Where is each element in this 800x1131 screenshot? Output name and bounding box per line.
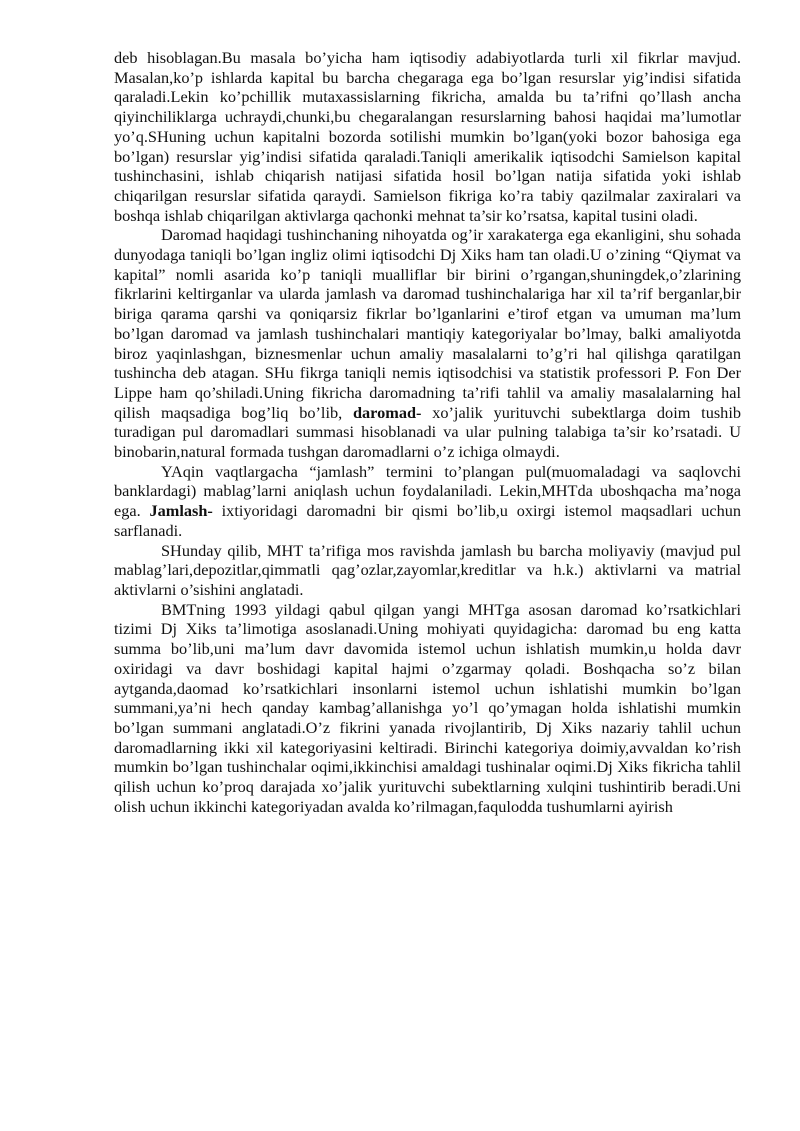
paragraph-5 [114, 600, 741, 817]
term-daromad: daromad- [352, 402, 422, 422]
paragraph-2-text-b: xo’jalik yurituvchi subektlarga doim tushib turadigan pul daromadlari summasi hisoblanadi va ular pulning talabiga ta’sir ko’rsatadi. U binobarin,natural formada tushgan daromadlarni o’z ichiga olmaydi. [114, 402, 741, 462]
paragraph-1-text: deb hisoblagan.Bu masala bo’yicha ham iqtisodiy adabiyotlarda turli xil fikrlar mavjud. Masalan,ko’p ishlarda kapital bu barcha chegaraga ega bo’lgan resurslar yig’indisi sifatida qaraladi.Lekin ko’pchillik mutaxassislarning fikricha, amalda bu ta’rifni qo’llash ancha qiyinchiliklarga uchraydi,chunki,bu chegaralangan resurslarning bahosi haqidai ma’lumotlar yo’q.SHuning uchun kapitalni bozorda sotilishi mumkin bo’lgan(yoki bozor bahosiga ega bo’lgan) resurslar yig’indisi sifatida qaraladi.Taniqli amerikalik iqtisodchi Samielson kapital tushinchasini, ishlab chiqarish natijasi sifatida hosil bo’lgan natija sifatida yoki ishlab chiqarilgan resurslar sifatida qaraydi. Samielson fikriga ko’ra tabiy qazilmalar zaxiralari va boshqa ishlab chiqarilgan aktivlarga qachonki mehnat ta’sir ko’rsatsa, kapital tusini oladi. [114, 48, 741, 225]
paragraph-4 [114, 541, 741, 600]
paragraph-1 [114, 48, 741, 225]
paragraph-2 [114, 225, 741, 461]
paragraph-5-text: BMTning 1993 yildagi qabul qilgan yangi MHTga asosan daromad ko’rsatkichlari tizimi Dj Xiks ta’limotiga asoslanadi.Uning mohiyati quyidagicha: daromad bu eng katta summa bo’lib,uni ma’lum davr davomida istemol uchun ishlatish mumkin,u holda davr oxiridagi va davr boshidagi kapital hajmi o’zgarmay qoladi. Boshqacha so’z bilan aytganda,daomad ko’rsatkichlari insonlarni istemol uchun ishlatishi mumkin bo’lgan summani,ya’ni hech qanday kambag’allanishga yo’l qo’ymagan holda ishlatishi mumkin bo’lgan summani anglatadi.O’z fikrini yanada rivojlantirib, Dj Xiks nazariy tahlil uchun daromadlarning ikki xil kategoriyasini keltiradi. Birinchi kategoriya doimiy,avvaldan ko’rish mumkin bo’lgan tushinchalar oqimi,ikkinchisi amaldagi tushinalar oqimi.Dj Xiks fikricha tahlil qilish uchun ko’proq darajada xo’jalik yurituvchi subektlarning xulqini tushintirib beradi.Uni olish uchun ikkinchi kategoriyadan avalda ko’rilmagan,faqulodda tushumlarni ayirish [114, 599, 741, 816]
paragraph-4-text: SHunday qilib, MHT ta’rifiga mos ravishda jamlash bu barcha moliyaviy (mavjud pul mablag’lari,depozitlar,qimmatli qag’ozlar,zayomlar,kreditlar va h.k.) aktivlarni va matrial aktivlarni o’sishini anglatadi. [114, 540, 741, 599]
paragraph-3-text-a: YAqin vaqtlargacha “jamlash” termini to’plangan pul(muomaladagi va saqlovchi banklardagi) mablag’larni aniqlash uchun foydalaniladi. Lekin,MHTda uboshqacha ma’noga ega. [114, 461, 741, 521]
term-jamlash: Jamlash- [149, 501, 213, 521]
document-page [114, 48, 741, 816]
paragraph-2-text-a: Daromad haqidagi tushinchaning nihoyatda og’ir xarakaterga ega ekanligini, shu sohada dunyodaga taniqli bo’lgan ingliz olimi iqtisodchi Dj Xiks ham tan oladi.U o’zining “Qiymat va kapital” nomli asarida ko’p taniqli mualliflar bir birini o’rgangan,shuningdek,o’zlarining fikrlarini keltirganlar va ularda jamlash va daromad tushinchalariga har xil ta’rif berganlar,bir biriga qarama qarshi va qoniqarsiz fikrlar bo’lganlarini e’tirof etgan va umuman ma’lum bo’lgan daromad va jamlash tushinchalari mantiqiy kategoriyalar bo’lmay, balki amaliyotda biroz yaqinlashgan, biznesmenlar uchun amaliy masalalarni to’g’ri hal qilishga qaratilgan tushincha deb atagan. SHu fikrga taniqli nemis iqtisodchisi va statistik professori P. Fon Der Lippe ham qo’shiladi.Uning fikricha daromadning ta’rifi tahlil va amaliy masalalarning hal qilish maqsadiga bog’liq bo’lib, [114, 225, 741, 422]
paragraph-3-text-b: ixtiyoridagi daromadni bir qismi bo’lib,u oxirgi istemol maqsadlari uchun sarflanadi. [114, 501, 742, 540]
paragraph-3 [114, 462, 741, 541]
